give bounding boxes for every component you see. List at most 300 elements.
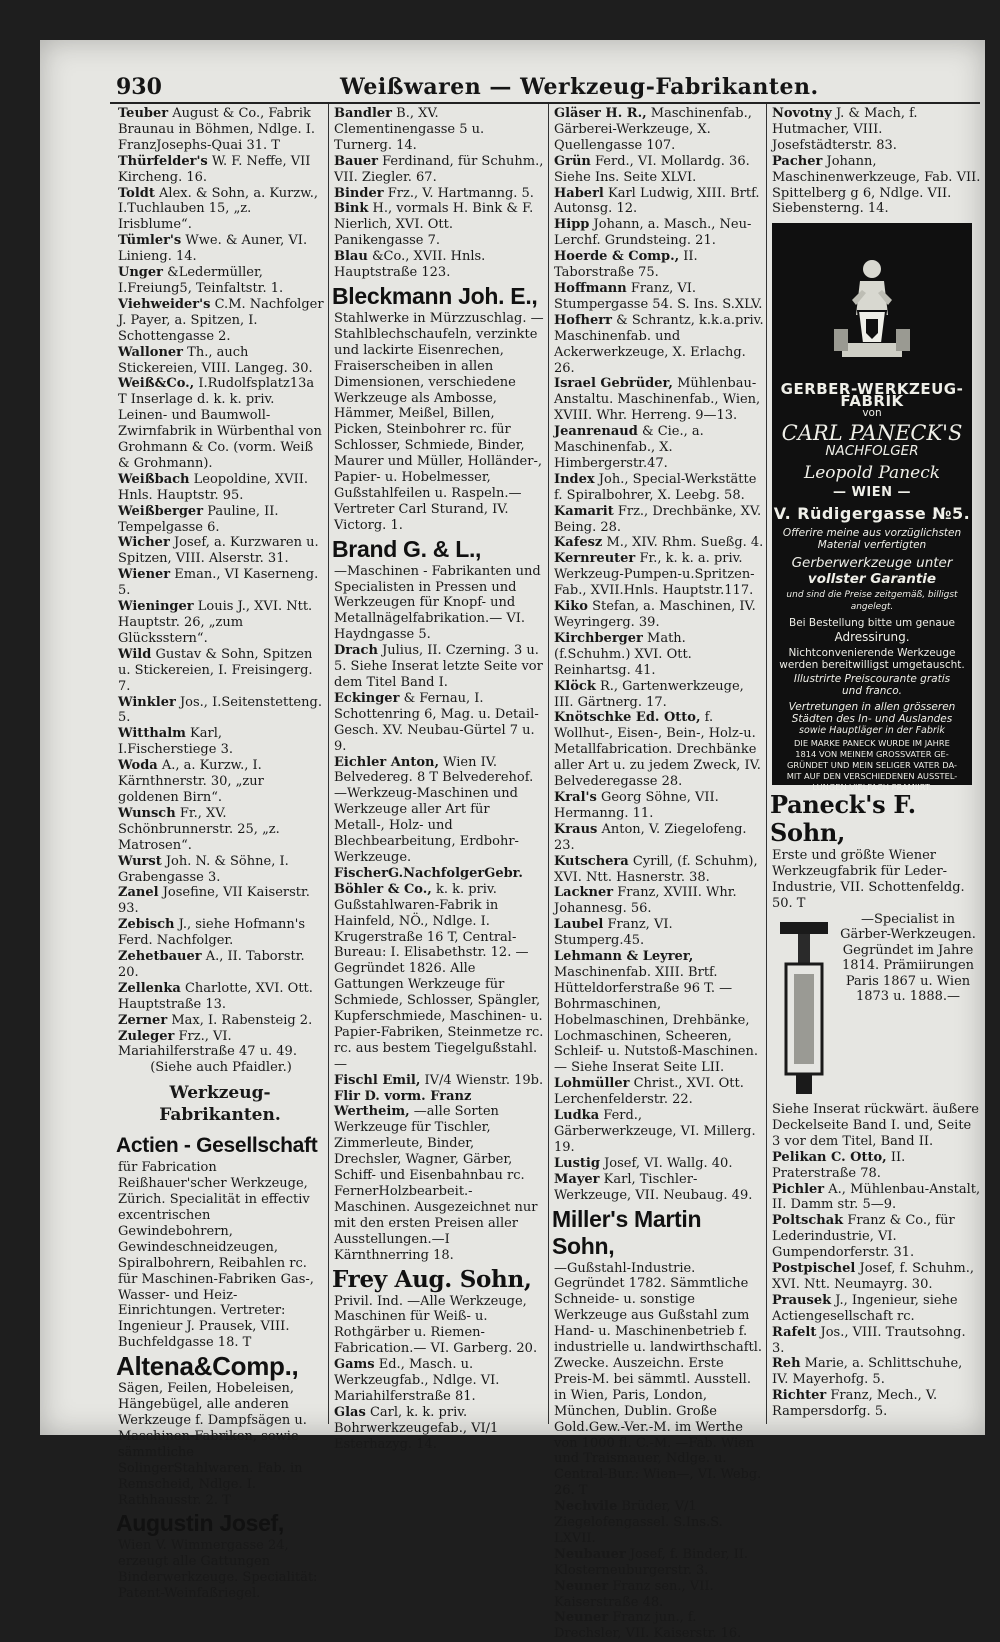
entry-text: B., XV. Clementinengasse 5 u. Turnerg. 14.	[334, 106, 485, 153]
directory-entry	[552, 1172, 764, 1204]
entry-name: Lustig	[554, 1155, 600, 1171]
entry-text: & Cie., a. Maschinenfab., X. Himbergerstr.47.	[554, 424, 704, 471]
ad-line: DIE MARKE PANECK WURDE IM JAHRE	[794, 738, 950, 749]
entry-text: Franz jun., f. Drechsler, VII. Kaiserstr. 16.	[554, 1610, 742, 1642]
entry-name: Winkler	[118, 694, 176, 710]
header-rule	[110, 102, 980, 104]
advert-title-bleckmann: Bleckmann Joh. E.,	[332, 282, 538, 309]
entry-name: Gläser H. R.,	[554, 106, 647, 121]
column-3	[552, 106, 764, 1642]
entry-text: Math. (f.Schuhm.) XVI. Ott. Reinhartsg. 41.	[554, 630, 692, 678]
directory-entry	[552, 679, 764, 711]
entry-name: Drach	[334, 643, 378, 659]
entry-text: Johann, a. Masch., Neu-Lerchf. Grundsteing. 21.	[554, 217, 752, 249]
entry-text: Eman., VI Kaserneng. 5.	[118, 567, 319, 599]
ad-line: und sind die Preise zeitgemäß, billigst	[786, 590, 958, 601]
advert-note: Siehe Inserat rückwärt. äußere Deckelseite Band I. und, Seite 3 vor dem Titel, Band II.	[772, 1101, 979, 1149]
entry-text: A., Mühlenbau-Anstalt, II. Damm str. 5—9.	[772, 1181, 981, 1213]
entry-text: Franz, VI. Stumpergasse 54. S. Ins. S.XLV.	[554, 280, 763, 312]
directory-entry	[116, 265, 324, 297]
entry-name: Wieninger	[118, 599, 194, 615]
entry-name: Lohmüller	[554, 1076, 630, 1092]
directory-entry	[552, 1156, 764, 1172]
entry-text: Mühlenbau-Anstaltu. Maschinenfab., Wien, XVIII. Whr. Herreng. 9—13.	[554, 376, 761, 424]
entry-text: Maschinenfab. XIII. Brtf. Hütteldorferstraße 96 T. —Bohrmaschinen, Hobelmaschinen, Drehbänke, Lochmaschinen, Scheeren, Schleif- u. Nutstoß-Maschinen.— Siehe Inserat Seite LII.	[554, 964, 758, 1076]
directory-entry	[116, 854, 324, 886]
directory-entry	[116, 106, 324, 154]
entry-text: Anton, V. Ziegelofeng. 23.	[554, 821, 747, 853]
entry-name: Witthalm	[118, 726, 186, 742]
entry-name: Reh	[772, 1356, 801, 1372]
directory-entry	[116, 1029, 324, 1061]
directory-entry	[552, 854, 764, 886]
ad-line: Leopold Paneck	[803, 463, 941, 484]
directory-entry	[332, 1089, 544, 1264]
entry-name: Postpischel	[772, 1261, 856, 1277]
entry-text: Gustav & Sohn, Spitzen u. Stickereien, I. Freisingerg. 7.	[118, 646, 313, 694]
directory-entry	[552, 106, 764, 154]
directory-page	[40, 40, 985, 1642]
entry-name: Fischl Emil,	[334, 1072, 421, 1088]
entry-text: Cyrill, (f. Schuhm), XVI. Ntt. Hasnerstr. 38.	[554, 853, 758, 885]
entry-name: Kafesz	[554, 535, 603, 551]
entry-name: Weißberger	[118, 503, 204, 519]
ad-line: werden bereitwilligst umgetauscht.	[779, 659, 965, 672]
entry-name: Ludka	[554, 1108, 600, 1124]
entry-name: Kiko	[554, 599, 588, 615]
advert-text-actien: für Fabrication Reißhauer'scher Werkzeuge, Zürich. Specialität in effectiv excentrischen Gewindebohrern, Gewindeschneidzeugen, Spiralbohrern, Reibahlen rc. für Maschinen-Fabriken Gas-, Wasser- und Heiz-Einrichtungen. Vertreter: Ingenieur J. Prausek, VIII. Buchfeldgasse 18. T	[118, 1160, 314, 1351]
entry-text: Franz, XVIII. Whr. Johannesg. 56.	[554, 885, 737, 917]
entry-name: FischerG.NachfolgerGebr. Böhler & Co.,	[334, 865, 523, 897]
advert-text-frey: Privil. Ind. —Alle Werkzeuge, Maschinen für Weiß- u. Rothgärber u. Riemen-Fabrication.— VI. Garberg. 20.	[334, 1293, 538, 1357]
entry-text: Karl, I.Fischerstiege 3.	[118, 726, 233, 758]
entry-name: Wunsch	[118, 805, 176, 821]
entry-text: Joh., Special-Werkstätte f. Spiralbohrer, X. Leebg. 58.	[554, 471, 757, 503]
ad-line: Bei Bestellung bitte um genaue	[789, 617, 955, 630]
page-number: 930	[116, 74, 162, 100]
entry-name: Lackner	[554, 885, 614, 901]
entry-text: C.M. Nachfolger J. Payer, a. Spitzen, I. Schottengasse 2.	[118, 296, 324, 344]
entry-text: I.Rudolfsplatz13a T Inserlage d. k. k. priv. Leinen- und Baumwoll-Zwirnfabrik in Würbenthal von Grohmann & Co. (vorm. Weiß & Grohmann).	[118, 376, 322, 471]
column-divider	[766, 104, 767, 1424]
entry-name: Eckinger	[334, 690, 400, 706]
entry-name: Kutschera	[554, 853, 629, 869]
directory-entry	[770, 106, 982, 154]
ad-line: CARL PANECK'S	[781, 421, 963, 446]
directory-entry	[552, 710, 764, 790]
entry-name: Zellenka	[118, 980, 181, 996]
directory-entry	[332, 691, 544, 755]
directory-entry	[770, 1356, 982, 1388]
entry-name: Hofherr	[554, 312, 612, 328]
entry-name: Haberl	[554, 185, 604, 201]
directory-entry	[116, 981, 324, 1013]
entry-name: Zuleger	[118, 1028, 175, 1044]
entry-text: Ferdinand, für Schuhm., VII. Ziegler. 67.	[334, 153, 544, 185]
directory-entry	[116, 297, 324, 345]
entry-text: k. k. priv. Gußstahlwaren-Fabrik in Hainfeld, NÖ., Ndlge. I. Krugerstraße 16 T, Central-Bureau: I. Elisabethstr. 12. —Gegründet 1826. Alle Gattungen Werkzeuge für Schmiede, Schlosser, Spängler, Kupferschmiede, Maschinen- u. Papier-Fabriken, Steinmetze rc. rc. aus bestem Tiegelgußstahl.—	[334, 881, 544, 1072]
entry-name: Wiener	[118, 567, 171, 583]
advert-title-miller: Miller's Martin Sohn,	[552, 1205, 702, 1259]
directory-entry	[116, 567, 324, 599]
entry-text: Josef, a. Kurzwaren u. Spitzen, VIII. Alserstr. 31.	[118, 535, 319, 567]
ad-line: und franco.	[842, 685, 902, 698]
entry-name: Novotny	[772, 106, 832, 121]
directory-entry	[770, 1293, 982, 1325]
ad-line: GERBER-WERKZEUG-FABRIK	[780, 380, 964, 411]
entry-name: Zanel	[118, 885, 159, 901]
directory-entry	[332, 1073, 544, 1089]
entry-text: Ferd., VI. Mollardg. 36. Siehe Ins. Seite XLVI.	[554, 153, 750, 185]
directory-entry	[116, 885, 324, 917]
directory-entry	[116, 949, 324, 981]
entry-text: Joh. N. & Söhne, I. Grabengasse 3.	[118, 853, 289, 885]
entry-name: Zehetbauer	[118, 949, 202, 965]
directory-entry	[770, 1213, 982, 1261]
advert-title-altena: Altena&Comp.,	[116, 1351, 299, 1382]
entry-text: M., XIV. Rhm. Sueßg. 4.	[606, 535, 764, 551]
entry-text: Charlotte, XVI. Ott. Hauptstraße 13.	[118, 980, 313, 1012]
scraper-tool-icon	[776, 918, 832, 1098]
advert-text-brand: —Maschinen - Fabrikanten und Specialisten in Pressen und Werkzeugen für Knopf- und Metallnägelfabrikation.— VI. Haydngasse 5.	[334, 563, 541, 643]
entry-name: Richter	[772, 1388, 827, 1404]
directory-entry	[116, 504, 324, 536]
directory-entry	[116, 647, 324, 695]
entry-text: &Ledermüller, I.Freiung5, Teinfaltstr. 1.	[118, 265, 284, 296]
entry-text: Georg Söhne, VII. Hermanng. 11.	[554, 789, 719, 821]
entry-text: Fr., XV. Schönbrunnerstr. 25, „z. Matrosen“.	[118, 805, 280, 853]
directory-entry	[332, 186, 544, 202]
advert-title-actien: Actien - Gesellschaft	[116, 1134, 318, 1158]
entry-name: Blau	[334, 249, 368, 265]
entry-name: Index	[554, 471, 595, 487]
entry-name: Klöck	[554, 678, 596, 694]
directory-entry	[552, 1547, 764, 1579]
directory-entry	[116, 186, 324, 234]
directory-entry	[332, 1405, 544, 1453]
directory-entry	[552, 949, 764, 1076]
advert-text-bleckmann: Stahlwerke in Mürzzuschlag. —Stahlblechschaufeln, verzinkte und lackirte Eisenrechen, Fraiserscheiben in allen Dimensionen, verschiedene Werkzeuge als Ambosse, Hämmer, Meißel, Billen, Picken, Steinbohrer rc. für Schlosser, Schmiede, Binder, Maurer und Müller, Holländer-, Papier- u. Hobelmesser, Gußstahlfeilen u. Raspeln.— Vertreter Carl Sturand, IV. Victorg. 1.	[334, 310, 544, 533]
entry-text: Karl, Tischler-Werkzeuge, VII. Neubaug. 49.	[554, 1171, 753, 1203]
entry-name: Binder	[334, 185, 384, 201]
entry-text: Josef, VI. Wallg. 40.	[604, 1155, 733, 1171]
entry-text: f. Wollhut-, Eisen-, Bein-, Holz-u. Metallfabrication. Drechbänke aller Art u. zu jedem Zweck, IV. Belvederegasse 28.	[554, 710, 761, 790]
entry-text: J., siehe Hofmann's Ferd. Nachfolger.	[118, 917, 305, 949]
entry-text: R., Gartenwerkzeuge, III. Gärtnerg. 17.	[554, 678, 744, 710]
directory-entry	[552, 249, 764, 281]
entry-text: II. Praterstraße 78.	[772, 1149, 906, 1181]
entry-text: Karl Ludwig, XIII. Brtf. Autonsg. 12.	[554, 185, 760, 217]
entry-text: Johann, Maschinenwerkzeuge, Fab. VII. Spittelberg g 6, Ndlge. VII. Siebensterng. 14.	[772, 153, 981, 217]
directory-entry	[552, 154, 764, 186]
directory-entry	[552, 535, 764, 551]
entry-text: Ed., Masch. u. Werkzeugfab., Ndlge. VI. Mariahilferstraße 81.	[334, 1357, 500, 1404]
entry-name: Walloner	[118, 344, 184, 360]
ad-line: vollster Garantie	[807, 571, 937, 588]
directory-entry	[116, 233, 324, 265]
directory-entry	[770, 1325, 982, 1357]
entry-name: Hoffmann	[554, 280, 627, 296]
directory-entry	[770, 1182, 982, 1214]
entry-name: Kral's	[554, 789, 597, 805]
entry-name: Neubauer	[554, 1546, 626, 1562]
page-header	[40, 68, 985, 102]
directory-entry	[332, 643, 544, 691]
entry-name: Zebisch	[118, 917, 175, 933]
entry-text: Pauline, II. Tempelgasse 6.	[118, 503, 279, 535]
entry-name: Jeanrenaud	[554, 424, 638, 440]
advert-text-paneck: Erste und größte Wiener Werkzeugfabrik für Leder-Industrie, VII. Schottenfeldg. 50. T	[772, 848, 965, 912]
entry-name: Flir D. vorm. Franz Wertheim,	[334, 1088, 472, 1120]
directory-entry	[552, 281, 764, 313]
entry-text: Wwe. & Auner, VI. Linieng. 14.	[118, 233, 308, 265]
entry-text: Josef, f. Schuhm., XVI. Ntt. Neumayrg. 30.	[772, 1261, 975, 1292]
column-divider	[328, 104, 329, 1424]
entry-name: Mayer	[554, 1171, 600, 1187]
ad-line: Material verfertigten	[817, 539, 927, 552]
directory-entry	[552, 790, 764, 822]
entry-name: Hipp	[554, 217, 590, 233]
directory-entry	[332, 201, 544, 249]
ad-line: — WIEN —	[833, 485, 911, 501]
directory-entry	[116, 154, 324, 186]
column-2	[332, 106, 544, 1452]
ad-line: MIT AUF DEN VERSCHIEDENEN AUSSTEL-	[786, 771, 958, 782]
advert-text-augustin: Wien V. Wimmergasse 24, erzeugt alle Gattungen Binderwerkzeuge. Specialität: Patent-Weinfaßriegel.	[118, 1538, 318, 1602]
advert-text-altena: Sägen, Feilen, Hobeleisen, Hängebügel, alle anderen Werkzeuge f. Dampfsägen u. Maschinen-Fabriken, sowie sämmtliche SolingerStahlwaren. Fab. in Remscheid, Ndlge. I. Rathhausstr. 2. T	[118, 1381, 307, 1508]
entry-name: Knötschke Ed. Otto,	[554, 710, 701, 726]
column-4	[770, 106, 982, 1426]
entry-text: Brüder, V/1 Ziegelofengassel. S.Ins.S. LXVII.	[554, 1499, 723, 1546]
directory-entry	[552, 1499, 764, 1547]
entry-name: Israel Gebrüder,	[554, 376, 673, 392]
entry-text: Ferd., Gärberwerkzeuge, VI. Millerg. 19.	[554, 1108, 756, 1155]
entry-name: Bink	[334, 201, 369, 217]
advert-title-paneck: Paneck's F. Sohn,	[770, 790, 916, 848]
directory-entry	[552, 551, 764, 599]
ad-line: sowie Hauptläger in der Fabrik	[799, 725, 945, 737]
coat-of-arms-icon	[822, 245, 922, 365]
entry-name: Wicher	[118, 535, 170, 551]
directory-entry	[116, 726, 324, 758]
directory-entry	[552, 1108, 764, 1156]
entry-text: H., vormals H. Bink & F. Nierlich, XVI. Ott. Panikengasse 7.	[334, 201, 534, 249]
entry-name: Viehweider's	[118, 296, 211, 312]
directory-entry	[552, 424, 764, 472]
ad-line: Offerire meine aus vorzüglichsten	[782, 527, 962, 540]
entry-text: Jos., VIII. Trautsohng. 3.	[772, 1324, 966, 1356]
entry-text: W. F. Neffe, VII Kircheng. 16.	[118, 153, 311, 185]
entry-name: Kamarit	[554, 503, 614, 519]
directory-entry	[332, 106, 544, 154]
directory-entry	[332, 249, 544, 281]
entry-name: Prausek	[772, 1292, 832, 1308]
directory-entry	[552, 1579, 764, 1611]
entry-name: Zerner	[118, 1012, 168, 1028]
tool-advert-text: —Specialist in Gärber-Werkzeugen. Gegründet im Jahre 1814. Prämiirungen Paris 1867 u. Wien 1873 u. 1888.—	[840, 911, 976, 1005]
entry-text: Alex. & Sohn, a. Kurzw., I.Tuchlauben 15, „z. Irisblume“.	[118, 185, 319, 233]
entry-text: IV/4 Wienstr. 19b.	[424, 1072, 544, 1088]
entry-name: Hoerde & Comp.,	[554, 249, 680, 265]
directory-entry	[770, 1150, 982, 1182]
directory-entry	[552, 631, 764, 679]
directory-entry	[552, 1610, 764, 1642]
entry-text: Franz, VI. Stumperg.45.	[554, 917, 673, 949]
directory-entry	[116, 472, 324, 504]
directory-entry	[332, 1357, 544, 1405]
entry-name: Gams	[334, 1357, 375, 1373]
entry-text: Christ., XVI. Ott. Lerchenfelderstr. 22.	[554, 1076, 744, 1108]
entry-name: Neuner	[554, 1578, 609, 1594]
entry-text: Fr., k. k. a. priv. Werkzeug-Pumpen-u.Spritzen-Fab., XVII.Hnls. Hauptstr.117.	[554, 551, 755, 599]
entry-name: Unger	[118, 265, 163, 281]
entry-text: Franz & Co., für Lederindustrie, VI. Gumpendorferstr. 31.	[772, 1213, 955, 1261]
ad-line: V. Rüdigergasse №5.	[773, 504, 971, 524]
page-title: Weißwaren — Werkzeug-Fabrikanten.	[340, 74, 819, 100]
advert-title-frey: Frey Aug. Sohn,	[332, 1265, 532, 1293]
directory-entry	[552, 599, 764, 631]
ad-line: 1814 VON MEINEM GROSSVATER GE-	[795, 749, 949, 760]
entry-name: Pichler	[772, 1181, 825, 1197]
directory-entry	[116, 758, 324, 806]
directory-entry	[116, 599, 324, 647]
column-divider	[548, 104, 549, 1424]
entry-text: Th., auch Stickereien, VIII. Langeg. 30.	[118, 344, 313, 376]
entry-name: Wurst	[118, 853, 162, 869]
entry-text: Leopoldine, XVII. Hnls. Hauptstr. 95.	[118, 471, 308, 503]
advert-title-augustin: Augustin Josef,	[116, 1510, 285, 1537]
entry-text: Franz, Mech., V. Rampersdorfg. 5.	[772, 1388, 938, 1420]
entry-text: Josefine, VII Kaiserstr. 93.	[118, 885, 310, 917]
directory-entry	[552, 376, 764, 424]
entry-text: Frz., V. Hartmanng. 5.	[387, 185, 534, 201]
entry-name: Grün	[554, 153, 591, 169]
ad-line: Adressirung.	[834, 630, 910, 645]
tool-advertisement	[770, 912, 982, 1102]
entry-text: II. Taborstraße 75.	[554, 249, 698, 281]
directory-entry	[332, 755, 544, 866]
entry-text: A., II. Taborstr. 20.	[118, 949, 305, 980]
directory-entry	[552, 472, 764, 504]
entry-text: & Fernau, I. Schottenring 6, Mag. u. Detail-Gesch. XV. Neubau-Gürtel 7 u. 9.	[334, 690, 539, 754]
directory-entry	[552, 885, 764, 917]
directory-entry	[770, 1388, 982, 1420]
entry-name: Neuner	[554, 1610, 609, 1626]
entry-text: Louis J., XVI. Ntt. Hauptstr. 26, „zum Glücksstern“.	[118, 599, 313, 646]
entry-name: Rafelt	[772, 1324, 817, 1340]
entry-name: Tümler's	[118, 233, 182, 249]
directory-entry	[552, 313, 764, 377]
entry-text: Carl, k. k. priv. Bohrwerkzeugefab., VI/1 Esterhazyg. 14.	[334, 1404, 499, 1452]
ad-line: NACHFOLGER	[825, 443, 919, 460]
directory-entry	[552, 822, 764, 854]
entry-text: Jos., I.Seitenstetteng. 5.	[118, 694, 322, 726]
entry-text: August & Co., Fabrik Braunau in Böhmen, Ndlge. I. FranzJosephs-Quai 31. T	[118, 106, 315, 153]
directory-entry	[332, 866, 544, 1073]
entry-text: Franz sen., VII. Kaiserstraße 48.	[554, 1578, 714, 1610]
entry-name: Teuber	[118, 106, 169, 121]
entry-name: Lehmann & Leyrer,	[554, 949, 694, 965]
entry-name: Thürfelder's	[118, 153, 208, 169]
entry-text: &Co., XVII. Hnls. Hauptstraße 123.	[334, 249, 486, 281]
entry-name: Kernreuter	[554, 551, 636, 567]
entry-text: Josef, f. Binder, II. Klosterneuburgerstr. 3.	[554, 1546, 749, 1578]
entry-name: Eichler Anton,	[334, 754, 439, 770]
entry-name: Kraus	[554, 821, 598, 837]
entry-name: Bauer	[334, 153, 378, 169]
directory-entry	[116, 806, 324, 854]
ad-line: Gerberwerkzeuge unter	[791, 555, 953, 572]
entry-name: Wild	[118, 646, 152, 662]
entry-text: Frz., Drechbänke, XV. Being. 28.	[554, 503, 762, 535]
directory-entry	[770, 1261, 982, 1293]
directory-entry	[552, 917, 764, 949]
entry-text: —alle Sorten Werkzeuge für Tischler, Zimmerleute, Binder, Drechsler, Wagner, Gärber, Schiff- und Eisenbahnbau rc. FernerHolzbearbeit.-Maschinen. Ausgezeichnet nur mit den ersten Preisen aller Ausstellungen.—I Kärnthnerring 18.	[334, 1104, 538, 1263]
entry-name: Pacher	[772, 153, 823, 169]
entry-name: Poltschak	[772, 1213, 844, 1229]
entry-name: Weißbach	[118, 471, 190, 487]
directory-entry	[116, 535, 324, 567]
entry-text: & Schrantz, k.k.a.priv. Maschinenfab. und Ackerwerkzeuge, X. Erlachg. 26.	[554, 312, 764, 376]
advert-text-miller: —Gußstahl-Industrie. Gegründet 1782. Sämmtliche Schneide- u. sonstige Werkzeuge aus Gußstahl zum Hand- u. Maschinenbetrieb f. industrielle u. landwirthschaftl. Zwecke. Auszeichn. Erste Preis-M. bei sämmtl. Ausstell. in Wien, Paris, London, München, Dublin. Große Gold.Gew.-Ver.-M. im Werthe von 1000 fl. C.-M. —Fab. Wien und Traismauer, Ndlge. u. Central-Bur.: Wien—, VI. Webg. 26. T	[554, 1260, 763, 1499]
entry-name: Laubel	[554, 917, 604, 933]
entry-name: Glas	[334, 1404, 366, 1420]
ad-line: Vertretungen in allen grösseren	[788, 701, 956, 714]
directory-entry	[552, 217, 764, 249]
entry-text: Stefan, a. Maschinen, IV. Weyringerg. 39.	[554, 599, 756, 630]
entry-text: Max, I. Rabensteig 2.	[171, 1012, 313, 1028]
entry-text: Frz., VI. Mariahilferstraße 47 u. 49.	[118, 1028, 297, 1060]
section-heading: Werkzeug-Fabrikanten.	[159, 1083, 281, 1126]
ad-line: von	[862, 407, 882, 420]
ad-line: Städten des In- und Auslandes	[791, 713, 953, 726]
note: (Siehe auch Pfaidler.)	[150, 1060, 292, 1076]
ad-line: Illustrirte Preiscourante gratis	[793, 673, 951, 686]
ad-line: LUNGEN VIELFACH PRAMIIRT.	[812, 782, 932, 793]
entry-text: Maschinenfab., Gärberei-Werkzeuge, X. Quellengasse 107.	[554, 106, 752, 153]
entry-name: Kirchberger	[554, 630, 643, 646]
directory-entry	[552, 1076, 764, 1108]
ad-line: angelegt.	[850, 602, 894, 613]
paneck-advertisement	[772, 223, 972, 793]
entry-text: Marie, a. Schlittschuhe, IV. Mayerhofg. 5.	[772, 1356, 963, 1388]
directory-entry	[332, 154, 544, 186]
directory-entry	[770, 154, 982, 218]
directory-entry	[552, 504, 764, 536]
entry-text: Wien IV. Belvedereg. 8 T Belvederehof. —Werkzeug-Maschinen und Werkzeuge aller Art für Metall-, Holz- und Blechbearbeitung, Erdbohr-Werkzeuge.	[334, 754, 534, 865]
entry-name: Woda	[118, 758, 158, 774]
directory-entry	[116, 345, 324, 377]
entry-name: Weiß&Co.,	[118, 376, 195, 392]
column-1	[116, 106, 324, 1602]
ad-line: GRÜNDET UND MEIN SELIGER VATER DA-	[786, 760, 958, 771]
entry-name: Nechvile	[554, 1499, 618, 1515]
entry-name: Pelikan C. Otto,	[772, 1149, 887, 1165]
directory-entry	[552, 186, 764, 218]
directory-entry	[116, 695, 324, 727]
advert-title-brand: Brand G. & L.,	[332, 535, 482, 562]
directory-entry	[116, 917, 324, 949]
directory-entry	[116, 1013, 324, 1029]
directory-entry	[116, 376, 324, 471]
entry-text: A., a. Kurzw., I. Kärnthnerstr. 30, „zur goldenen Birn“.	[118, 758, 264, 805]
entry-text: J. & Mach, f. Hutmacher, VIII. Josefstädterstr. 83.	[772, 106, 918, 153]
entry-text: Julius, II. Czerning. 3 u. 5. Siehe Inserat letzte Seite vor dem Titel Band I.	[334, 643, 543, 690]
entry-name: Bandler	[334, 106, 393, 121]
entry-text: J., Ingenieur, siehe Actiengesellschaft rc.	[772, 1292, 958, 1324]
entry-name: Toldt	[118, 185, 155, 201]
ad-line: Nichtconvenierende Werkzeuge	[788, 647, 956, 660]
